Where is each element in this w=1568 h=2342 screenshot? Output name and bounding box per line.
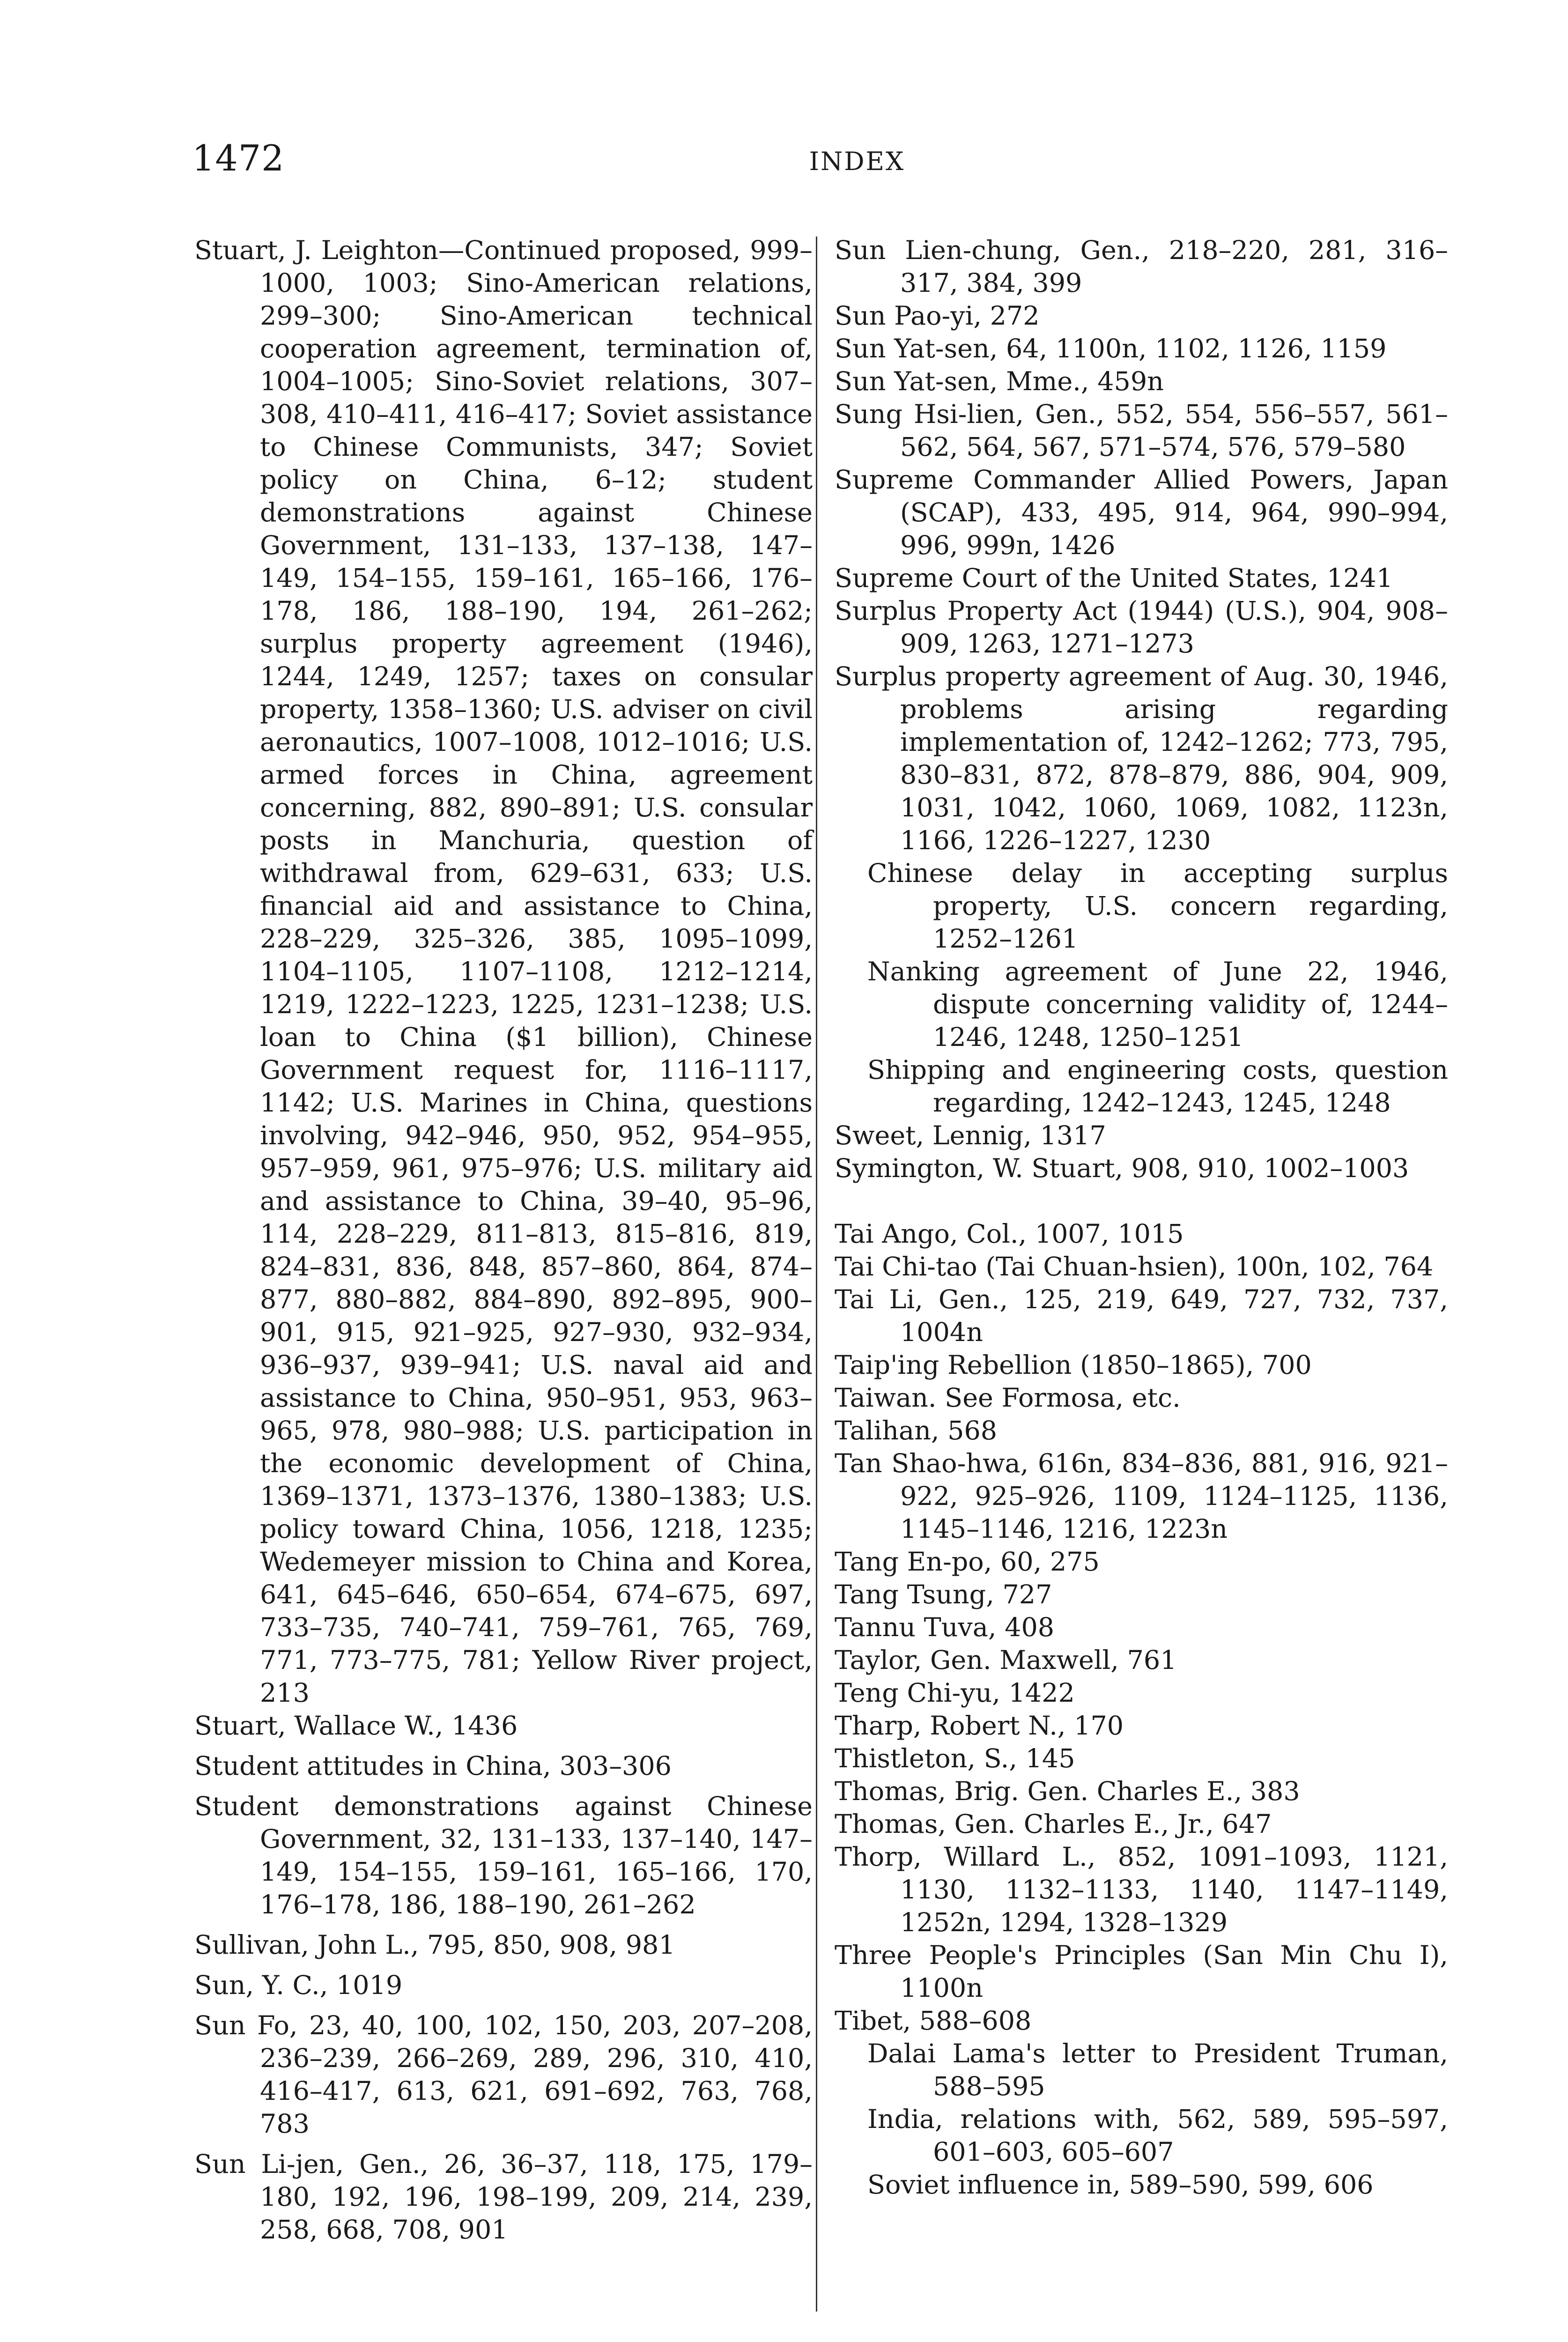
running-head: INDEX — [809, 147, 905, 176]
index-entry-sun-yat-sen-mme: Sun Yat-sen, Mme., 459n — [835, 366, 1164, 397]
page-number: 1472 — [192, 137, 285, 179]
column-divider — [816, 237, 817, 2312]
index-entry-sun-pao-yi: Sun Pao-yi, 272 — [835, 301, 1040, 331]
index-entry-tang-en-po: Tang En-po, 60, 275 — [835, 1547, 1100, 1577]
index-entry-tibet: Tibet, 588–608 — [835, 2006, 1032, 2036]
index-entry-student-demonstrations: Student demonstrations against Chinese Government, 32, 131–133, 137–140, 147–149, 154–155, 159–161, 165–166, 170, 176–178, 186, 188–190, 261–262 — [194, 1791, 813, 1920]
index-entry-tai-li: Tai Li, Gen., 125, 219, 649, 727, 732, 737, 1004n — [835, 1284, 1448, 1348]
index-entry-three-peoples-principles: Three People's Principles (San Min Chu I), 1100n — [835, 1940, 1448, 2003]
index-entry-surplus-property-agreement: Surplus property agreement of Aug. 30, 1946, problems arising regarding implementation of, 1242–1262; 773, 795, 830–831, 872, 878–879, 886, 904, 909, 1031, 1042, 1060, 1069, 1082, 1123n, 1166, 1226–1227, 1230 — [835, 661, 1448, 856]
index-entry-tharp-robert: Tharp, Robert N., 170 — [835, 1711, 1124, 1741]
index-entry-taiping-rebellion: Taip'ing Rebellion (1850–1865), 700 — [835, 1350, 1312, 1380]
index-entry-tai-chi-tao: Tai Chi-tao (Tai Chuan-hsien), 100n, 102, 764 — [835, 1252, 1434, 1282]
index-entry-stuart-leighton-continued: Stuart, J. Leighton—Continued proposed, 999–1000, 1003; Sino-American relations, 299–300; Sino-American technical cooperation agreement, termination of, 1004–1005; Sino-Soviet relations, 307–308, 410–411, 416–417; Soviet assistance to Chinese Communists, 347; Soviet policy on China, 6–12; student demonstrations against Chinese Government, 131–133, 137–138, 147–149, 154–155, 159–161, 165–166, 176–178, 186, 188–190, 194, 261–262; surplus property agreement (1946), 1244, 1249, 1257; taxes on consular property, 1358–1360; U.S. adviser on civil aeronautics, 1007–1008, 1012–1016; U.S. armed forces in China, agreement concerning, 882, 890–891; U.S. consular posts in Manchuria, question of withdrawal from, 629–631, 633; U.S. financial aid and assistance to China, 228–229, 325–326, 385, 1095–1099, 1104–1105, 1107–1108, 1212–1214, 1219, 1222–1223, 1225, 1231–1238; U.S. loan to China ($1 billion), Chinese Government request for, 1116–1117, 1142; U.S. Marines in China, questions involving, 942–946, 950, 952, 954–955, 957–959, 961, 975–976; U.S. military aid and assistance to China, 39–40, 95–96, 114, 228–229, 811–813, 815–816, 819, 824–831, 836, 848, 857–860, 864, 874–877, 880–882, 884–890, 892–895, 900–901, 915, 921–925, 927–930, 932–934, 936–937, 939–941; U.S. naval aid and assistance to China, 950–951, 953, 963–965, 978, 980–988; U.S. participation in the economic development of China, 1369–1371, 1373–1376, 1380–1383; U.S. policy toward China, 1056, 1218, 1235; Wedemeyer mission to China and Korea, 641, 645–646, 650–654, 674–675, 697, 733–735, 740–741, 759–761, 765, 769, 771, 773–775, 781; Yellow River project, 213 — [194, 235, 813, 1708]
index-subentry-nanking-agreement: Nanking agreement of June 22, 1946, dispute concerning validity of, 1244–1246, 1248, 1250–1251 — [867, 956, 1448, 1052]
index-entry-stuart-wallace: Stuart, Wallace W., 1436 — [194, 1711, 518, 1741]
index-entry-symington: Symington, W. Stuart, 908, 910, 1002–1003 — [835, 1153, 1409, 1184]
index-entry-thomas-gen-jr: Thomas, Gen. Charles E., Jr., 647 — [835, 1809, 1272, 1839]
index-entry-sun-yc: Sun, Y. C., 1019 — [194, 1970, 403, 2001]
index-entry-sweet-lennig: Sweet, Lennig, 1317 — [835, 1120, 1106, 1151]
index-subentry-dalai-lama: Dalai Lama's letter to President Truman, 588–595 — [867, 2038, 1448, 2102]
index-entry-tang-tsung: Tang Tsung, 727 — [835, 1579, 1052, 1610]
index-entry-supreme-court: Supreme Court of the United States, 1241 — [835, 563, 1393, 593]
index-entry-taylor-maxwell: Taylor, Gen. Maxwell, 761 — [835, 1645, 1177, 1675]
index-entry-thistleton: Thistleton, S., 145 — [835, 1743, 1075, 1774]
index-entry-sun-li-jen: Sun Li-jen, Gen., 26, 36–37, 118, 175, 179–180, 192, 196, 198–199, 209, 214, 239, 258, 668, 708, 901 — [194, 2149, 813, 2245]
index-entry-thomas-brig-gen: Thomas, Brig. Gen. Charles E., 383 — [835, 1776, 1300, 1807]
index-entry-scap: Supreme Commander Allied Powers, Japan (SCAP), 433, 495, 914, 964, 990–994, 996, 999n, 1426 — [835, 465, 1448, 561]
index-subentry-india-relations: India, relations with, 562, 589, 595–597, 601–603, 605–607 — [867, 2104, 1448, 2167]
index-entry-sun-yat-sen: Sun Yat-sen, 64, 1100n, 1102, 1126, 1159 — [835, 334, 1387, 364]
index-subentry-shipping-costs: Shipping and engineering costs, question regarding, 1242–1243, 1245, 1248 — [867, 1055, 1448, 1118]
index-subentry-chinese-delay: Chinese delay in accepting surplus property, U.S. concern regarding, 1252–1261 — [867, 858, 1448, 954]
index-entry-talihan: Talihan, 568 — [835, 1416, 998, 1446]
index-entry-tannu-tuva: Tannu Tuva, 408 — [835, 1612, 1055, 1643]
index-entry-teng-chi-yu: Teng Chi-yu, 1422 — [835, 1678, 1075, 1708]
index-entry-tan-shao-hwa: Tan Shao-hwa, 616n, 834–836, 881, 916, 921–922, 925–926, 1109, 1124–1125, 1136, 1145–1146, 1216, 1223n — [835, 1448, 1448, 1544]
index-entry-thorp-willard: Thorp, Willard L., 852, 1091–1093, 1121, 1130, 1132–1133, 1140, 1147–1149, 1252n, 1294, 1328–1329 — [835, 1842, 1448, 1938]
index-entry-taiwan: Taiwan. See Formosa, etc. — [835, 1383, 1181, 1413]
index-column-right — [835, 234, 1448, 2201]
index-subentry-soviet-influence: Soviet influence in, 589–590, 599, 606 — [867, 2170, 1374, 2200]
index-entry-sullivan-john: Sullivan, John L., 795, 850, 908, 981 — [194, 1930, 675, 1960]
index-column-left — [194, 234, 813, 2246]
index-entry-surplus-property-act: Surplus Property Act (1944) (U.S.), 904, 908–909, 1263, 1271–1273 — [835, 596, 1448, 659]
index-entry-tai-ango: Tai Ango, Col., 1007, 1015 — [835, 1219, 1184, 1249]
index-entry-sun-lien-chung: Sun Lien-chung, Gen., 218–220, 281, 316–317, 384, 399 — [835, 235, 1448, 298]
index-entry-sun-fo: Sun Fo, 23, 40, 100, 102, 150, 203, 207–208, 236–239, 266–269, 289, 296, 310, 410, 416–417, 613, 621, 691–692, 763, 768, 783 — [194, 2010, 813, 2139]
index-entry-sung-hsi-lien: Sung Hsi-lien, Gen., 552, 554, 556–557, 561–562, 564, 567, 571–574, 576, 579–580 — [835, 399, 1448, 462]
index-entry-student-attitudes: Student attitudes in China, 303–306 — [194, 1751, 672, 1781]
